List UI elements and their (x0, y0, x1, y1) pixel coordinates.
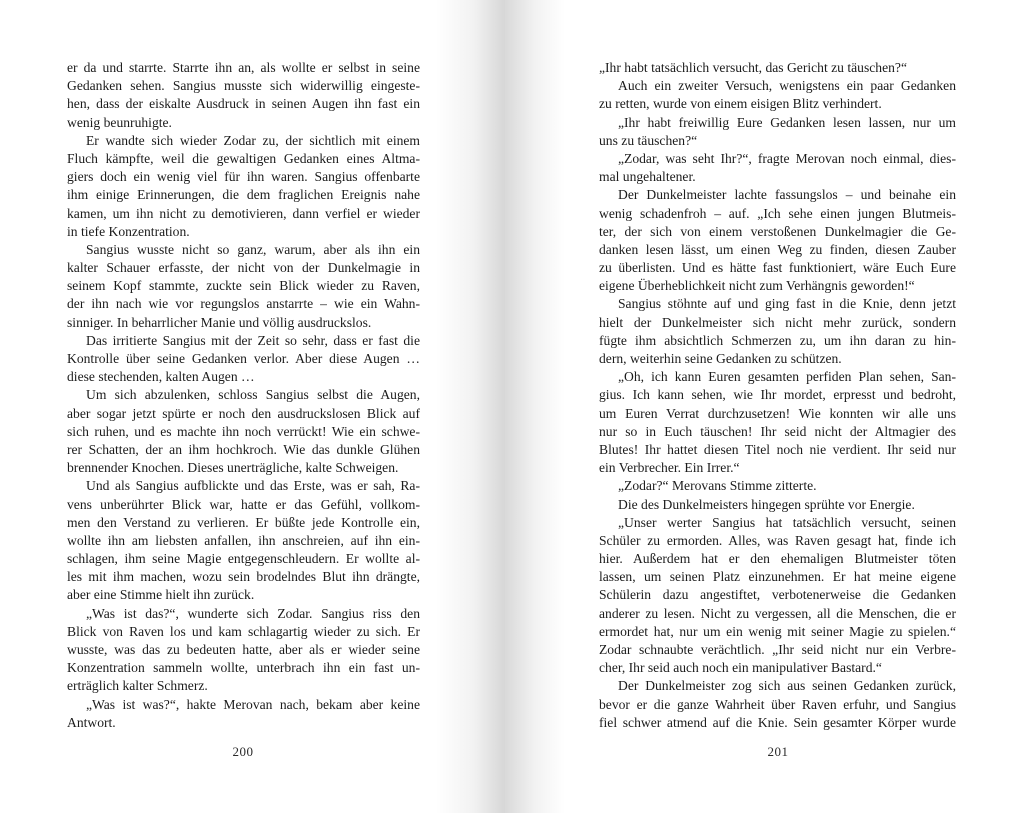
text-line: „Unser werter Sangius hat tatsächlich versucht, seinen (618, 514, 956, 530)
text-line: aber eine Stimme hielt ihn zurück. (67, 587, 255, 603)
text-line: Sangius stöhnte auf und ging fast in die Knie, denn jetzt (618, 296, 956, 312)
text-line: „Oh, ich kann Euren gesamten perfiden Plan sehen, San- (618, 369, 956, 385)
text-line: ein Verbrecher. Ein Irrer.“ (599, 460, 740, 476)
text-line: „Was ist was?“, hakte Merovan nach, bekam aber keine (86, 696, 420, 712)
text-line: ter, der sich von einem verstoßenen Dunkelmagier die Ge- (599, 223, 956, 239)
text-line: Antwort. (67, 714, 116, 730)
text-line: dern, weiterhin seine Gedanken zu schützen. (599, 351, 842, 366)
text-line: in tiefe Konzentration. (67, 223, 190, 239)
text-line: Gedanken sehen. Sangius musste sich widerwillig eingeste- (67, 78, 420, 94)
text-line: Zodar schnaubte verächtlich. „Ihr seid nicht nur ein Verbre- (599, 642, 956, 657)
text-line: kalter Schauer erfasste, der nicht von der Dunkelmagie in (67, 260, 420, 276)
left-page (0, 0, 505, 813)
text-line: Blutes! Ihr hattet diesen Titel noch nie verdient. Ihr seid nur (599, 441, 956, 457)
text-line: sinniger. In beharrlicher Manie und völlig ausdruckslos. (67, 314, 372, 330)
text-line: „Zodar?“ Merovans Stimme zitterte. (618, 478, 817, 494)
text-line: anderer zu lesen. Nicht zu vergessen, all die Menschen, die er (599, 605, 956, 621)
text-line: „Ihr habt freiwillig Eure Gedanken lesen lassen, nur um (618, 114, 956, 130)
text-line: Und als Sangius aufblickte und das Erste, was er sah, Ra- (86, 478, 420, 494)
text-line: Das irritierte Sangius mit der Zeit so sehr, dass er fast die (86, 332, 420, 348)
text-line: Konzentration sammeln wollte, unterbrach ihn ein fast un- (67, 660, 420, 676)
text-line: Sangius wusste nicht so ganz, warum, aber als ihn ein (86, 241, 420, 257)
gutter-shadow (435, 0, 505, 813)
text-line: wollte ihn am liebsten anfallen, ihn anschreien, auf ihn ein- (67, 532, 420, 548)
text-line: giers doch ein wenig viel für ihn waren. Sangius offenbarte (67, 169, 420, 185)
text-line: um Euren Verrat durchzusetzen! Wie konnten wir alle uns (599, 405, 956, 421)
text-line: Auch ein zweiter Versuch, wenigstens ein paar Gedanken (618, 78, 956, 94)
text-line: der ihn nach wie vor regungslos anstarrte – wie ein Wahn- (67, 296, 420, 312)
text-line: schlagen, ihm seine Magie entgegenschleudern. Er wollte al- (67, 551, 420, 567)
text-line: gius. Ich kann sehen, wie Ihr mordet, erpresst und bedroht, (599, 387, 956, 403)
text-line: Er wandte sich wieder Zodar zu, der sichtlich mit einem (86, 132, 420, 148)
right-page-text (599, 59, 956, 732)
text-line: Die des Dunkelmeisters hingegen sprühte vor Energie. (618, 496, 915, 512)
text-line: uns zu täuschen?“ (599, 132, 698, 148)
right-page (505, 0, 1020, 813)
text-line: „Was ist das?“, wunderte sich Zodar. Sangius riss den (86, 605, 420, 621)
text-line: Um sich abzulenken, schloss Sangius selbst die Augen, (86, 387, 420, 403)
text-line: ihm einige Erinnerungen, die dem fraglichen Ereignis nahe (67, 187, 420, 203)
text-line: Blick von Raven los und kam schlagartig wieder zu sich. Er (67, 623, 420, 639)
text-line: er da und starrte. Starrte ihn an, als wollte er selbst in seine (67, 60, 420, 75)
text-line: zu retten, wurde von einem eisigen Blitz verhindert. (599, 96, 882, 112)
text-line: wenig beunruhigte. (67, 114, 172, 130)
text-line: „Zodar, was seht Ihr?“, fragte Merovan noch einmal, dies- (618, 150, 956, 166)
page-number-right: 201 (767, 744, 789, 759)
text-line: nur so in Euch täuschen! Ihr seid nicht der Altmagier des (599, 423, 956, 439)
text-line: Schüler zu ermorden. Alles, was Raven gesagt hat, finde ich (599, 532, 956, 548)
text-line: wenig schadenfroh – auf. „Ich sehe einen jungen Blutmeis- (599, 205, 956, 221)
text-line: fiel schwer atmend auf die Knie. Sein gesamter Körper wurde (599, 714, 956, 730)
text-line: Kontrolle über seine Gedanken verlor. Aber diese Augen … (67, 351, 420, 366)
text-line: hen, dass der eiskalte Ausdruck in seinen Augen ihn fast ein (67, 96, 420, 112)
text-line: mal ungehaltener. (599, 169, 696, 185)
text-line: bevor er die ganze Wahrheit über Raven erfuhr, und Sangius (599, 696, 956, 712)
left-page-text (67, 59, 420, 732)
text-line: les mit ihm machen, wozu sein brodelndes Blut ihn drängte, (67, 569, 420, 585)
text-line: eigene Überheblichkeit nicht zum Verhängnis geworden!“ (599, 278, 915, 294)
text-line: Der Dunkelmeister zog sich aus seinen Gedanken zurück, (618, 678, 956, 694)
text-line: men den Verstand zu verlieren. Er büßte jede Kontrolle ein, (67, 514, 420, 530)
text-line: brennender Knochen. Dieses unerträgliche, kalte Schweigen. (67, 460, 399, 476)
text-line: diese stechenden, kalten Augen … (67, 369, 255, 385)
text-line: sich ruhen, und es machte ihn noch verrückt! Wie ein schwe- (67, 423, 420, 439)
text-line: kamen, um ihn nicht zu demotivieren, dann verfiel er wieder (67, 205, 420, 221)
text-line: Schülerin dazu angestiftet, verbotenerweise die Gedanken (599, 587, 956, 603)
text-line: Der Dunkelmeister lachte fassungslos – und beinahe ein (618, 187, 956, 203)
text-line: danken lesen lässt, um einen Weg zu finden, diesen Zauber (599, 241, 956, 257)
page-number-left: 200 (232, 744, 254, 759)
text-line: „Ihr habt tatsächlich versucht, das Gericht zu täuschen?“ (599, 60, 907, 75)
text-line: vens unberührter Blick war, hatte er das Gefühl, vollkom- (67, 496, 420, 512)
text-line: ermordet hat, nur um ein wenig mit seiner Magie zu spielen.“ (599, 623, 956, 639)
text-line: aber sogar jetzt spürte er noch den ausdruckslosen Blick auf (67, 405, 420, 421)
text-line: wusste, was das zu bedeuten hatte, aber als er wieder seine (67, 642, 420, 657)
text-line: lassen, um seinen Platz einzunehmen. Er hat meine eigene (599, 569, 956, 585)
text-line: hielt der Dunkelmeister sich nicht mehr zurück, sondern (599, 314, 956, 330)
text-line: fügte ihm absichtlich Schmerzen zu, um ihn daran zu hin- (599, 332, 956, 348)
text-line: zu überlisten. Und es hätte fast funktioniert, wäre Euch Eure (599, 260, 956, 276)
text-line: Fluch kämpfte, weil die gewaltigen Gedanken eines Altma- (67, 150, 420, 166)
gutter-shadow (505, 0, 565, 813)
text-line: rer Schatten, der an ihm hochkroch. Wie das dunkle Glühen (67, 441, 420, 457)
text-line: seinem Kopf stammte, zuckte sein Blick wieder zu Raven, (67, 278, 420, 294)
text-line: erträglich kalter Schmerz. (67, 678, 208, 694)
text-line: cher, Ihr seid auch noch ein manipulativer Bastard.“ (599, 660, 882, 676)
text-line: hier. Außerdem hat er den ehemaligen Blutmeister töten (599, 551, 956, 567)
